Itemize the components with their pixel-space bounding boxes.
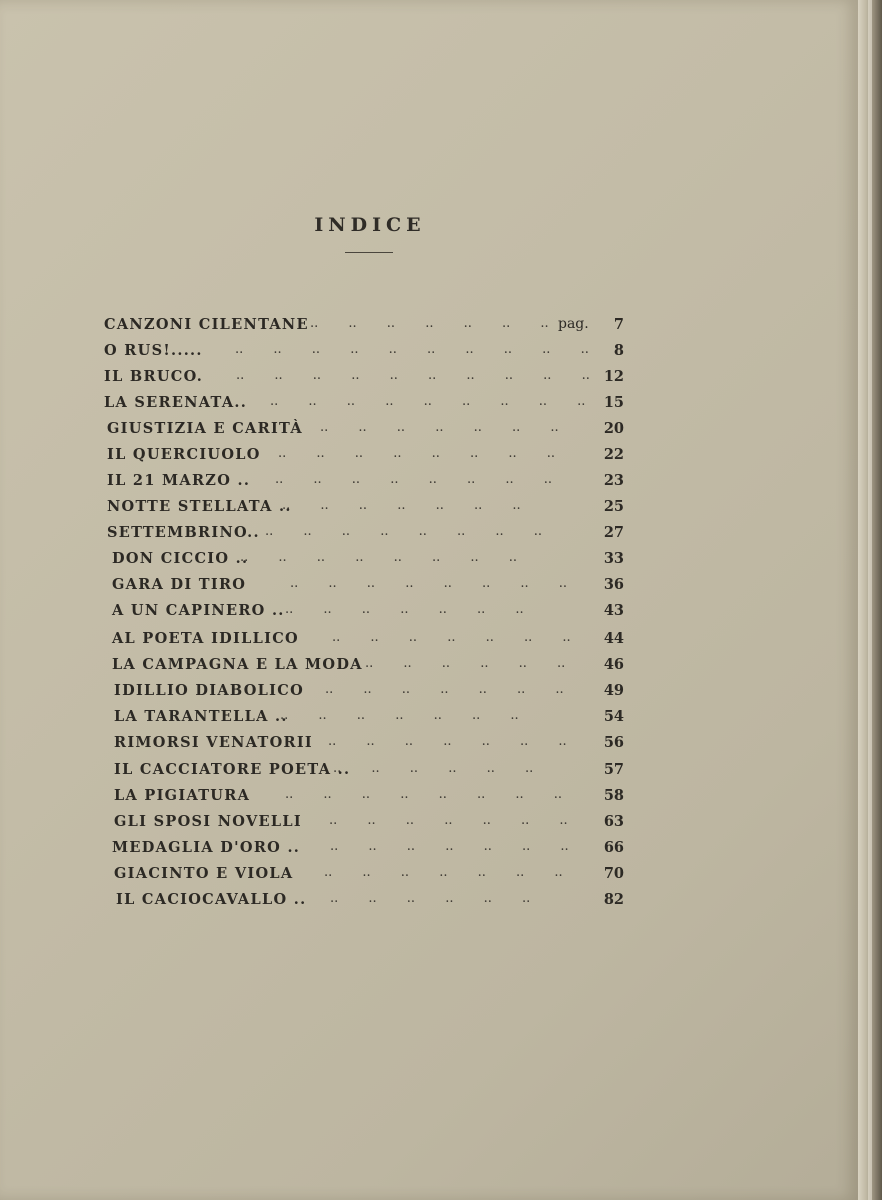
- toc-leader-dots: .. .. .. .. .. ..: [365, 655, 566, 671]
- toc-entry-title: LA CAMPAGNA E LA MODA: [112, 655, 363, 673]
- toc-page-number: 70: [603, 865, 624, 883]
- toc-leader-dots: .. .. .. .. .. .. ..: [328, 734, 567, 750]
- toc-entry-title: IL CACCIATORE POETA ..: [114, 760, 351, 778]
- toc-entry-title: GARA DI TIRO: [112, 576, 247, 593]
- toc-entry-title: GLI SPOSI NOVELLI: [114, 812, 302, 830]
- toc-entry-title: DON CICCIO ..: [112, 550, 249, 567]
- toc-entry-title: GIUSTIZIA E CARITÀ: [107, 420, 303, 437]
- toc-row: [0, 550, 858, 572]
- toc-page-number: 57: [603, 760, 624, 778]
- toc-row: [0, 708, 858, 730]
- toc-leader-dots: .. .. .. .. .. .. ..: [325, 682, 564, 698]
- toc-row: [0, 813, 858, 835]
- toc-row: [0, 576, 858, 598]
- toc-row: [0, 472, 858, 494]
- toc-page-number: 8: [613, 342, 624, 359]
- toc-entry-title: SETTEMBRINO..: [107, 524, 260, 541]
- toc-row: [0, 682, 858, 704]
- toc-row: [0, 839, 858, 861]
- toc-page-number: 7: [613, 316, 624, 333]
- toc-page-number: 49: [603, 682, 624, 700]
- toc-leader-dots: .. .. .. .. .. .. ..: [330, 839, 569, 854]
- toc-row: [0, 656, 858, 678]
- toc-page-number: 66: [603, 839, 624, 856]
- toc-page-number: 20: [603, 420, 624, 437]
- toc-leader-dots: .. .. .. .. .. .. .. .. ..: [270, 394, 586, 409]
- toc-entry-title: RIMORSI VENATORII: [114, 734, 314, 752]
- toc-entry-title: IL 21 MARZO ..: [107, 472, 251, 489]
- toc-page-number: 15: [603, 394, 624, 411]
- toc-entry-title: IL QUERCIUOLO: [107, 446, 261, 463]
- toc-row: [0, 734, 858, 756]
- toc-leader-dots: .. .. .. .. .. .. ..: [285, 602, 524, 617]
- toc-leader-dots: .. .. .. .. .. .. .. ..: [240, 550, 518, 565]
- toc-row: [0, 342, 858, 364]
- toc-leader-dots: .. .. .. .. .. .. .. ..: [265, 524, 543, 539]
- toc-page-number: 23: [603, 472, 624, 489]
- toc-page-number: 63: [603, 812, 624, 830]
- toc-entry-title: IDILLIO DIABOLICO: [114, 682, 305, 700]
- toc-entry-title: NOTTE STELLATA ..: [107, 498, 292, 515]
- toc-leader-dots: .. .. .. .. .. .. ..: [324, 865, 563, 881]
- toc-leader-dots: .. .. .. .. .. .. ..: [329, 812, 568, 828]
- toc-entry-title: O RUS!.....: [104, 342, 203, 359]
- page-title: INDICE: [314, 214, 426, 236]
- toc-row: [0, 602, 858, 624]
- toc-entry-title: GIACINTO E VIOLA: [114, 865, 294, 883]
- toc-leader-dots: .. .. .. .. .. .. ..: [332, 629, 571, 645]
- toc-row: [0, 761, 858, 783]
- toc-page-number: 25: [603, 498, 624, 515]
- page-edge-highlight: [868, 0, 872, 1200]
- toc-entry-title: A UN CAPINERO ..: [112, 602, 285, 619]
- toc-leader-dots: .. .. .. .. .. ..: [330, 891, 531, 907]
- toc-entry-title: LA PIGIATURA: [114, 786, 251, 804]
- toc-row: [0, 891, 858, 913]
- toc-row: [0, 368, 858, 390]
- toc-page-number: 54: [603, 708, 624, 726]
- toc-page-number: 44: [603, 629, 624, 647]
- toc-leader-dots: .. .. .. .. .. .. .. ..: [285, 786, 563, 802]
- toc-row: [0, 446, 858, 468]
- toc-leader-dots: .. .. .. .. .. .. ..: [310, 316, 549, 331]
- toc-page-number: 22: [603, 446, 624, 463]
- toc-leader-dots: .. .. .. .. .. .. .. ..: [275, 472, 553, 487]
- toc-page-number: 12: [603, 368, 624, 385]
- toc-entry-title: LA SERENATA..: [104, 394, 248, 411]
- toc-page-number: 82: [603, 891, 624, 909]
- toc-leader-dots: .. .. .. .. .. .. .. .. .. ..: [235, 342, 589, 357]
- toc-entry-title: IL CACIOCAVALLO ..: [116, 891, 307, 909]
- toc-page-number: 56: [603, 734, 624, 752]
- toc-row: [0, 420, 858, 442]
- toc-row: [0, 498, 858, 520]
- toc-row: [0, 524, 858, 546]
- toc-leader-dots: .. .. .. .. .. .. .. .. .. ..: [236, 368, 590, 383]
- toc-leader-dots: .. .. .. .. .. .. .. ..: [278, 446, 556, 461]
- toc-row: [0, 394, 858, 416]
- toc-leader-dots: .. .. .. .. .. .. ..: [282, 498, 521, 513]
- page-label: pag.: [558, 316, 589, 332]
- toc-entry-title: AL POETA IDILLICO: [112, 629, 299, 647]
- toc-page-number: 43: [603, 602, 624, 619]
- toc-entry-title: MEDAGLIA D'ORO ..: [112, 839, 301, 856]
- toc-page-number: 27: [603, 524, 624, 541]
- toc-leader-dots: .. .. .. .. .. ..: [333, 760, 534, 776]
- toc-page-number: 36: [603, 576, 624, 593]
- toc-entry-title: CANZONI CILENTANE: [104, 316, 309, 333]
- toc-row: [0, 865, 858, 887]
- toc-page-number: 58: [603, 786, 624, 804]
- toc-leader-dots: .. .. .. .. .. .. .. ..: [290, 576, 568, 591]
- toc-page-number: 33: [603, 550, 624, 567]
- toc-page-number: 46: [603, 655, 624, 673]
- toc-entry-title: LA TARANTELLA ..: [114, 708, 288, 726]
- toc-row: [0, 630, 858, 652]
- toc-leader-dots: .. .. .. .. .. .. ..: [320, 420, 559, 435]
- toc-leader-dots: .. .. .. .. .. .. ..: [280, 708, 519, 724]
- toc-row: [0, 316, 858, 338]
- toc-entry-title: IL BRUCO.: [104, 368, 204, 385]
- toc-row: [0, 787, 858, 809]
